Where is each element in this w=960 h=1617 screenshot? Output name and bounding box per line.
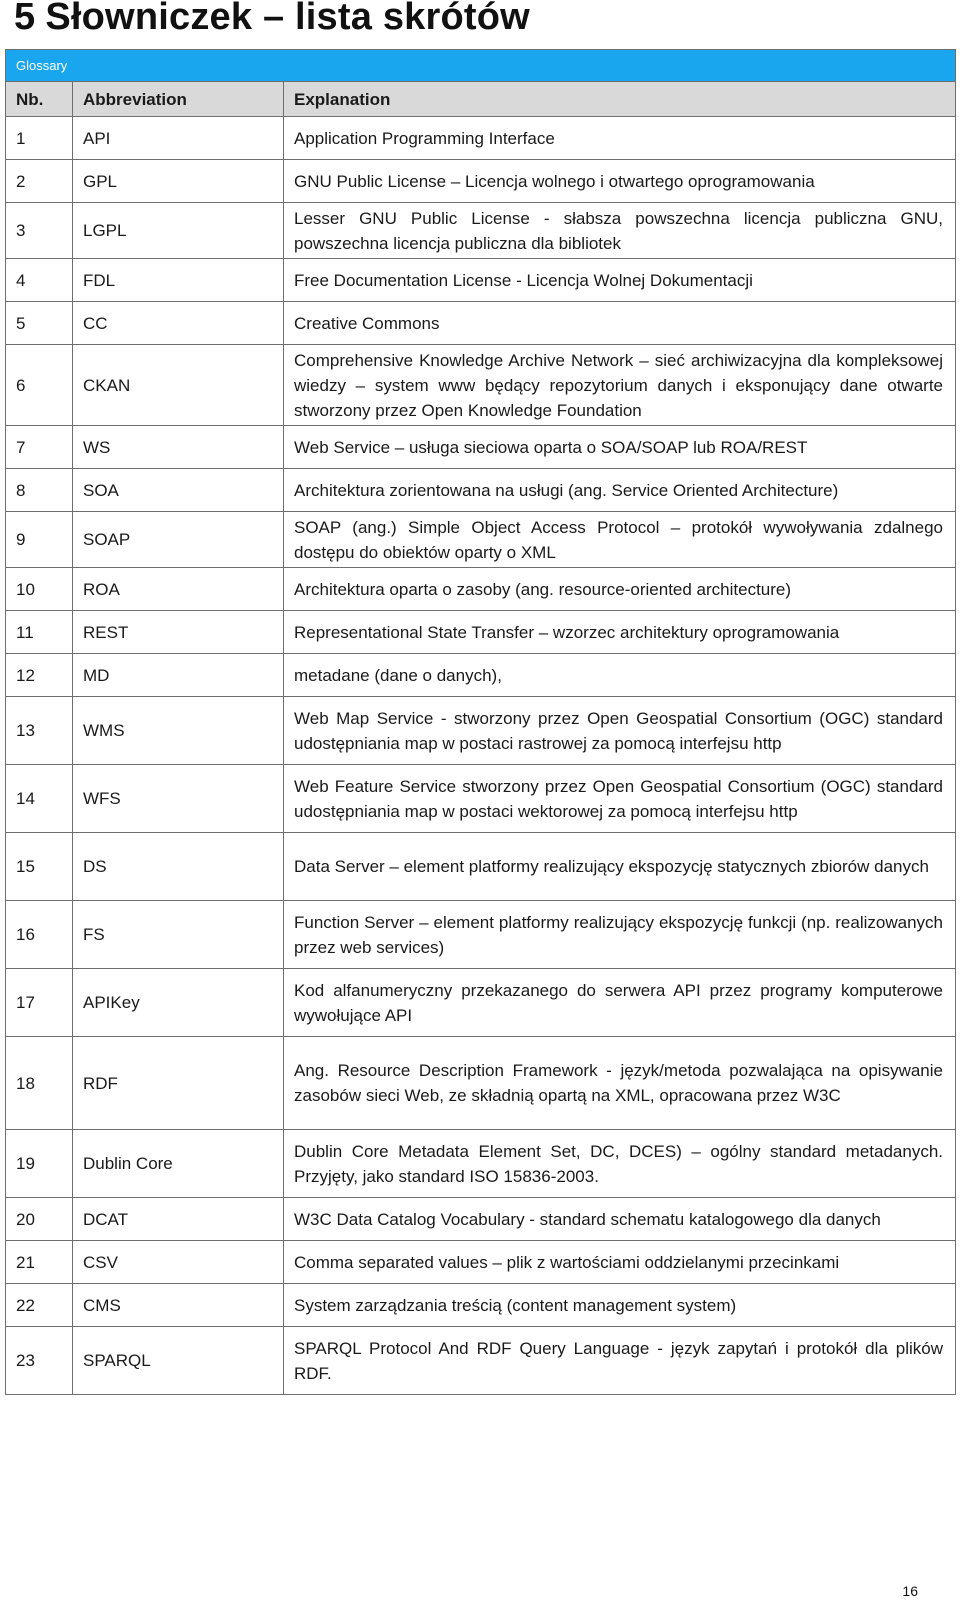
table-row (6, 654, 956, 697)
cell-nb: 13 (6, 697, 73, 765)
cell-abbreviation: CSV (73, 1241, 284, 1284)
table-row (6, 1241, 956, 1284)
table-row (6, 345, 956, 426)
cell-nb: 4 (6, 259, 73, 302)
cell-explanation: Web Service – usługa sieciowa oparta o SOA/SOAP lub ROA/REST (284, 426, 956, 469)
cell-nb: 8 (6, 469, 73, 512)
cell-nb: 2 (6, 160, 73, 203)
cell-nb: 20 (6, 1198, 73, 1241)
table-row (6, 765, 956, 833)
table-row (6, 901, 956, 969)
cell-nb: 16 (6, 901, 73, 969)
cell-nb: 1 (6, 117, 73, 160)
cell-explanation: Ang. Resource Description Framework - język/metoda pozwalająca na opisywanie zasobów sieci Web, ze składnią opartą na XML, opracowana przez W3C (284, 1037, 956, 1130)
table-row (6, 1037, 956, 1130)
cell-nb: 3 (6, 203, 73, 259)
cell-explanation: Architektura oparta o zasoby (ang. resource-oriented architecture) (284, 568, 956, 611)
cell-abbreviation: LGPL (73, 203, 284, 259)
cell-explanation: Lesser GNU Public License - słabsza powszechna licencja publiczna GNU, powszechna licencja publiczna dla bibliotek (284, 203, 956, 259)
table-row (6, 426, 956, 469)
cell-explanation: Data Server – element platformy realizujący ekspozycję statycznych zbiorów danych (284, 833, 956, 901)
table-row (6, 833, 956, 901)
cell-abbreviation: API (73, 117, 284, 160)
cell-explanation: Comma separated values – plik z wartościami oddzielanymi przecinkami (284, 1241, 956, 1284)
cell-abbreviation: APIKey (73, 969, 284, 1037)
cell-explanation: Architektura zorientowana na usługi (ang. Service Oriented Architecture) (284, 469, 956, 512)
cell-explanation: Dublin Core Metadata Element Set, DC, DCES) – ogólny standard metadanych. Przyjęty, jako standard ISO 15836-2003. (284, 1130, 956, 1198)
cell-nb: 9 (6, 512, 73, 568)
table-header-row (6, 82, 956, 117)
cell-abbreviation: Dublin Core (73, 1130, 284, 1198)
cell-abbreviation: SOA (73, 469, 284, 512)
cell-abbreviation: DCAT (73, 1198, 284, 1241)
table-caption: Glossary (6, 50, 956, 82)
column-header-explanation: Explanation (284, 82, 956, 117)
cell-nb: 17 (6, 969, 73, 1037)
cell-nb: 21 (6, 1241, 73, 1284)
cell-explanation: Web Feature Service stworzony przez Open Geospatial Consortium (OGC) standard udostępniania map w postaci wektorowej za pomocą interfejsu http (284, 765, 956, 833)
cell-explanation: SOAP (ang.) Simple Object Access Protocol – protokół wywoływania zdalnego dostępu do obiektów oparty o XML (284, 512, 956, 568)
table-row (6, 1284, 956, 1327)
cell-abbreviation: CKAN (73, 345, 284, 426)
table-row (6, 969, 956, 1037)
cell-nb: 5 (6, 302, 73, 345)
table-row (6, 512, 956, 568)
cell-nb: 19 (6, 1130, 73, 1198)
table-caption-row (6, 50, 956, 82)
table-row (6, 1130, 956, 1198)
cell-abbreviation: DS (73, 833, 284, 901)
column-header-nb: Nb. (6, 82, 73, 117)
section-title: Słowniczek – lista skrótów (45, 0, 530, 38)
table-row (6, 568, 956, 611)
cell-abbreviation: FDL (73, 259, 284, 302)
cell-abbreviation: CC (73, 302, 284, 345)
table-row (6, 1198, 956, 1241)
cell-nb: 7 (6, 426, 73, 469)
cell-explanation: System zarządzania treścią (content management system) (284, 1284, 956, 1327)
cell-abbreviation: ROA (73, 568, 284, 611)
cell-explanation: SPARQL Protocol And RDF Query Language - język zapytań i protokół dla plików RDF. (284, 1327, 956, 1395)
cell-explanation: Representational State Transfer – wzorzec architektury oprogramowania (284, 611, 956, 654)
table-row (6, 203, 956, 259)
table-row (6, 469, 956, 512)
cell-abbreviation: FS (73, 901, 284, 969)
section-heading (14, 0, 530, 40)
cell-explanation: Function Server – element platformy realizujący ekspozycję funkcji (np. realizowanych przez web services) (284, 901, 956, 969)
glossary-table (5, 49, 956, 1395)
table-row (6, 259, 956, 302)
cell-nb: 11 (6, 611, 73, 654)
cell-nb: 12 (6, 654, 73, 697)
cell-nb: 22 (6, 1284, 73, 1327)
cell-abbreviation: WS (73, 426, 284, 469)
cell-explanation: GNU Public License – Licencja wolnego i otwartego oprogramowania (284, 160, 956, 203)
cell-explanation: Kod alfanumeryczny przekazanego do serwera API przez programy komputerowe wywołujące API (284, 969, 956, 1037)
section-number: 5 (14, 0, 36, 38)
page-number: 16 (902, 1583, 918, 1599)
glossary-table-body (6, 50, 956, 1395)
cell-explanation: metadane (dane o danych), (284, 654, 956, 697)
cell-explanation: Web Map Service - stworzony przez Open Geospatial Consortium (OGC) standard udostępniania map w postaci rastrowej za pomocą interfejsu http (284, 697, 956, 765)
cell-abbreviation: SPARQL (73, 1327, 284, 1395)
table-row (6, 1327, 956, 1395)
cell-abbreviation: WMS (73, 697, 284, 765)
cell-explanation: Free Documentation License - Licencja Wolnej Dokumentacji (284, 259, 956, 302)
table-row (6, 697, 956, 765)
cell-nb: 6 (6, 345, 73, 426)
cell-abbreviation: MD (73, 654, 284, 697)
cell-nb: 18 (6, 1037, 73, 1130)
cell-explanation: Comprehensive Knowledge Archive Network – sieć archiwizacyjna dla kompleksowej wiedzy – system www będący repozytorium danych i eksponujący dane otwarte stworzony przez Open Knowledge Foundation (284, 345, 956, 426)
cell-nb: 23 (6, 1327, 73, 1395)
cell-abbreviation: REST (73, 611, 284, 654)
cell-explanation: Creative Commons (284, 302, 956, 345)
cell-explanation: Application Programming Interface (284, 117, 956, 160)
cell-abbreviation: WFS (73, 765, 284, 833)
cell-nb: 14 (6, 765, 73, 833)
cell-abbreviation: RDF (73, 1037, 284, 1130)
cell-explanation: W3C Data Catalog Vocabulary - standard schematu katalogowego dla danych (284, 1198, 956, 1241)
table-row (6, 160, 956, 203)
cell-nb: 10 (6, 568, 73, 611)
table-row (6, 302, 956, 345)
cell-abbreviation: SOAP (73, 512, 284, 568)
cell-abbreviation: CMS (73, 1284, 284, 1327)
cell-nb: 15 (6, 833, 73, 901)
table-row (6, 117, 956, 160)
table-row (6, 611, 956, 654)
column-header-abbreviation: Abbreviation (73, 82, 284, 117)
cell-abbreviation: GPL (73, 160, 284, 203)
